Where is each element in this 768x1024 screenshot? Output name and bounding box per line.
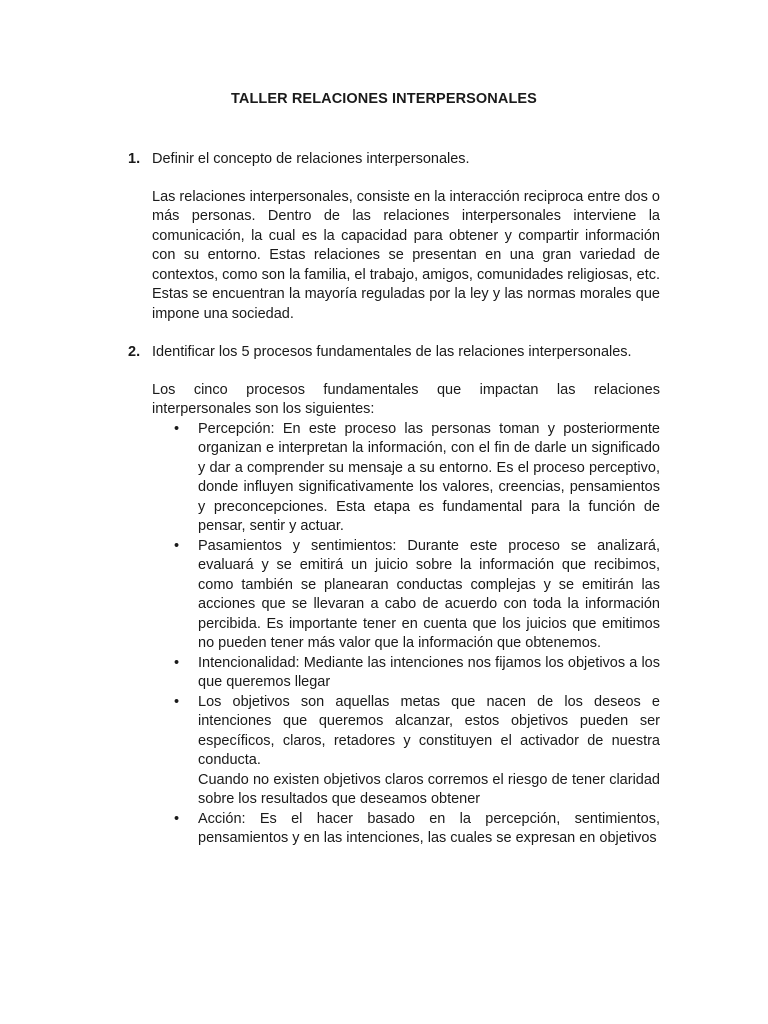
item-1-body: Las relaciones interpersonales, consiste en la interacción reciproca entre dos o más personas. Dentro de las relaciones interpersonales interviene la comunicación, la cual es la capacidad para obtener y compartir información con su entorno. Estas relaciones se presentan en una gran variedad de contextos, como son la familia, el trabajo, amigos, comunidades religiosas, etc. Estas se encuentran la mayoría reguladas por la ley y las normas morales que impone una sociedad. bbox=[152, 188, 660, 322]
item-2-intro: Los cinco procesos fundamentales que impactan las relaciones interpersonales son los siguientes: bbox=[152, 381, 660, 417]
bullet-item-pensamientos bbox=[174, 537, 660, 654]
bullet-item-intencionalidad bbox=[174, 654, 660, 693]
bullet-text: Los objetivos son aquellas metas que nacen de los deseos e intenciones que queremos alcanzar, estos objetivos pueden ser específicos, claros, retadores y constituyen el activador de nuestra conducta. bbox=[198, 693, 660, 768]
list-item-2 bbox=[128, 343, 660, 849]
bullet-icon: • bbox=[174, 537, 180, 554]
document-title: TALLER RELACIONES INTERPERSONALES bbox=[231, 91, 537, 107]
bullet-icon: • bbox=[174, 810, 180, 827]
item-1-heading bbox=[128, 150, 660, 170]
bullet-item-percepcion bbox=[174, 420, 660, 537]
item-1-number: 1. bbox=[128, 151, 141, 167]
bullet-icon: • bbox=[174, 420, 180, 437]
bullet-icon: • bbox=[174, 654, 180, 671]
bullet-text: Intencionalidad: Mediante las intenciones nos fijamos los objetivos a los que queremos llegar bbox=[198, 654, 660, 690]
bullet-extra-text: Cuando no existen objetivos claros corremos el riesgo de tener claridad sobre los resultados que deseamos obtener bbox=[198, 771, 660, 807]
item-2-heading-text: Identificar los 5 procesos fundamentales de las relaciones interpersonales. bbox=[152, 344, 632, 360]
bullet-text: Percepción: En este proceso las personas toman y posteriormente organizan e interpretan la información, con el fin de darle un significado y dar a comprender su mensaje a su entorno. Es el proceso perceptivo, donde influyen significativamente los valores, creencias, pensamientos y preconcepciones. Esta etapa es fundamental para la función de pensar, sentir y actuar. bbox=[198, 420, 660, 534]
item-1-heading-text: Definir el concepto de relaciones interpersonales. bbox=[152, 151, 470, 167]
bullet-text: Pasamientos y sentimientos: Durante este proceso se analizará, evaluará y se emitirá un juicio sobre la información que recibimos, como también se planearan conductas complejas y se emitirán las acciones que se llevaran a cabo de acuerdo con toda la información percibida. Es importante tener en cuenta que los juicios que emitimos no pueden tener más valor que la información que obtenemos. bbox=[198, 537, 660, 651]
item-2-heading bbox=[128, 343, 660, 363]
bullet-item-accion bbox=[174, 810, 660, 849]
process-bullet-list bbox=[128, 420, 660, 849]
list-item-1 bbox=[128, 150, 660, 324]
bullet-item-objetivos bbox=[174, 693, 660, 810]
bullet-icon: • bbox=[174, 693, 180, 710]
item-2-number: 2. bbox=[128, 344, 141, 360]
bullet-text: Acción: Es el hacer basado en la percepción, sentimientos, pensamientos y en las intenciones, las cuales se expresan en objetivos bbox=[198, 810, 660, 846]
